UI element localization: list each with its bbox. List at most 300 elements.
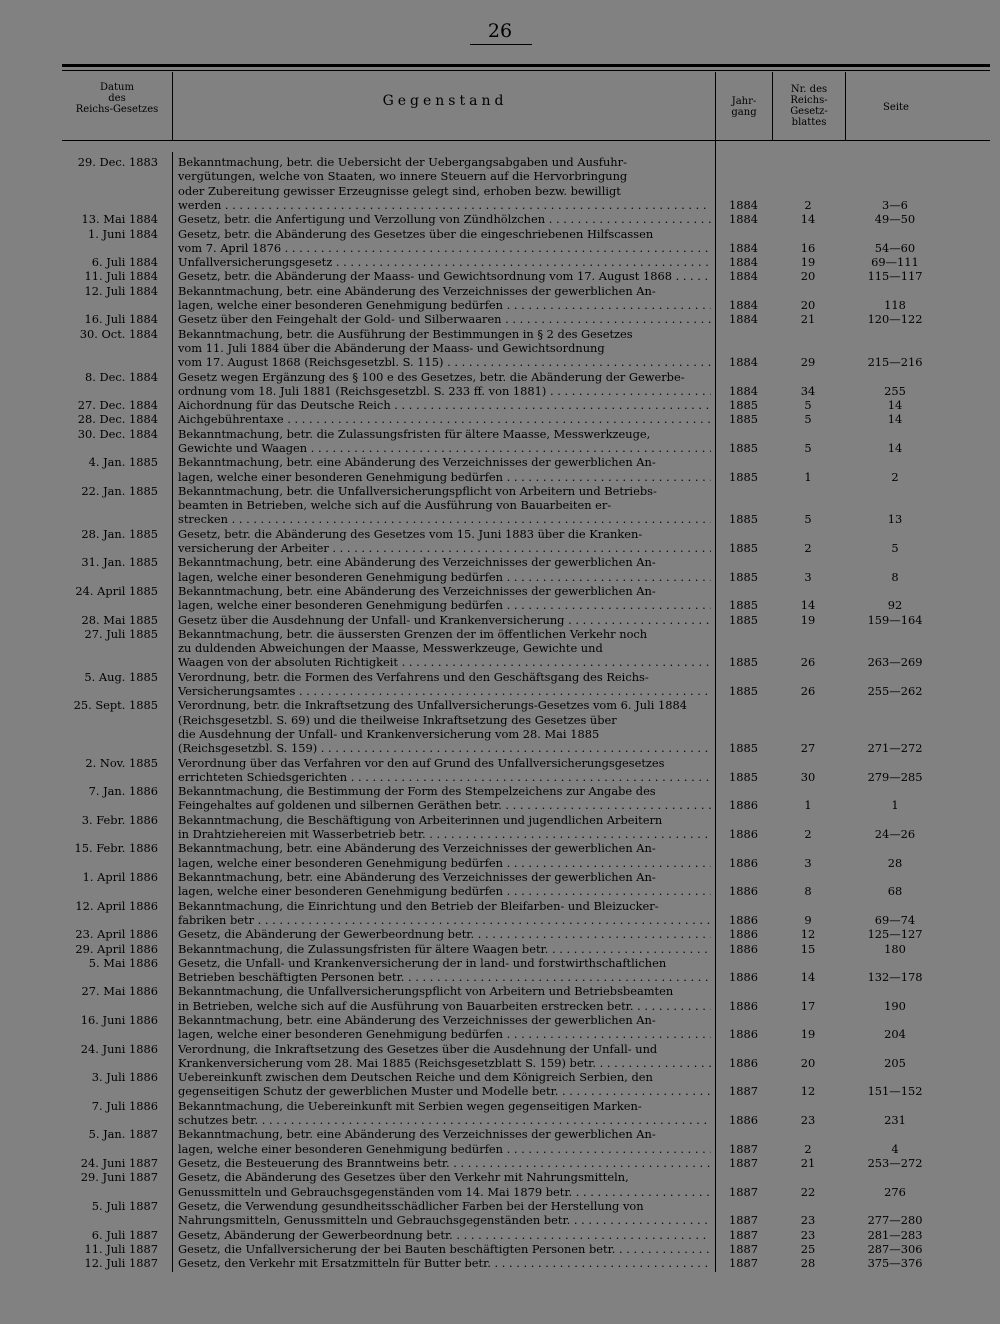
row-year: 1884 xyxy=(729,255,758,270)
row-nr: 26 xyxy=(800,684,816,699)
row-subject-line: Gesetz, betr. die Abänderung der Maass- und Gewichtsordnung vom 17. August 1868 . . . xyxy=(178,269,711,283)
row-subject-line: vergütungen, welche von Staaten, wo innere Steuern auf die Hervorbringung xyxy=(178,169,628,184)
row-nr: 5 xyxy=(804,512,812,527)
row-year: 1886 xyxy=(729,1027,758,1042)
row-nr: 23 xyxy=(800,1213,816,1228)
row-nr: 25 xyxy=(800,1241,816,1256)
row-date: 29. Juni 1887 xyxy=(80,1170,158,1185)
row-subject xyxy=(178,155,711,212)
row-subject xyxy=(178,784,711,813)
row-subject-line: lagen, welche einer besonderen Genehmigung bedürfen . . . xyxy=(178,884,711,898)
row-date: 12. April 1886 xyxy=(75,898,158,913)
row-subject xyxy=(178,255,711,269)
header-nr: Nr. des Reichs- Gesetz- blattes xyxy=(790,84,828,128)
row-page: 271—272 xyxy=(867,741,923,756)
row-nr: 29 xyxy=(800,355,816,370)
row-date: 8. Dec. 1884 xyxy=(85,369,158,384)
row-nr: 9 xyxy=(804,912,812,927)
row-year: 1886 xyxy=(729,912,758,927)
row-date: 27. Juli 1885 xyxy=(84,626,158,641)
row-date: 7. Jan. 1886 xyxy=(88,784,158,799)
row-subject-line: Gesetz, die Abänderung der Gewerbeordnung betr. . . . xyxy=(178,927,711,941)
row-subject xyxy=(178,984,711,1013)
row-subject-line: zu duldenden Abweichungen der Maasse, Messwerkzeuge, Gewichte und xyxy=(178,641,603,656)
row-subject xyxy=(178,1242,711,1256)
row-subject-line: Bekanntmachung, betr. eine Abänderung des Verzeichnisses der gewerblichen An- xyxy=(178,870,656,884)
row-date: 27. Mai 1886 xyxy=(81,984,158,999)
row-subject-line: Gesetz über die Ausdehnung der Unfall- und Krankenversicherung . . . xyxy=(178,613,711,627)
row-date: 5. Mai 1886 xyxy=(88,955,158,970)
row-date: 1. Juni 1884 xyxy=(88,226,158,241)
row-subject-line: gegenseitigen Schutz der gewerblichen Muster und Modelle betr. . . . xyxy=(178,1084,711,1098)
row-subject-line: Gesetz über den Feingehalt der Gold- und Silberwaaren . . . xyxy=(178,312,711,326)
row-subject-line: Nahrungsmitteln, Genussmitteln und Gebrauchsgegenständen betr. . . . xyxy=(178,1213,711,1227)
row-subject xyxy=(178,584,711,613)
row-subject-line: werden . . . xyxy=(178,198,711,212)
row-subject xyxy=(178,555,711,584)
row-date: 12. Juli 1884 xyxy=(84,283,158,298)
row-nr: 12 xyxy=(800,927,816,942)
row-subject-line: Bekanntmachung, betr. eine Abänderung des Verzeichnisses der gewerblichen An- xyxy=(178,555,656,570)
row-page: 2 xyxy=(891,469,899,484)
row-subject xyxy=(178,841,711,870)
row-year: 1885 xyxy=(729,569,758,584)
row-subject-line: Gesetz wegen Ergänzung des § 100 e des Gesetzes, betr. die Abänderung der Gewerbe- xyxy=(178,369,685,384)
row-page: 14 xyxy=(887,412,903,427)
row-nr: 19 xyxy=(800,255,816,270)
row-subject-line: Bekanntmachung, betr. die Ausführung der Bestimmungen in § 2 des Gesetzes xyxy=(178,326,633,341)
row-subject-line: Unfallversicherungsgesetz . . . xyxy=(178,255,711,269)
row-date: 29. April 1886 xyxy=(75,941,158,956)
row-date: 7. Juli 1886 xyxy=(91,1098,158,1113)
row-subject-line: lagen, welche einer besonderen Genehmigung bedürfen . . . xyxy=(178,470,711,484)
row-year: 1884 xyxy=(729,197,758,212)
row-subject xyxy=(178,269,711,283)
row-year: 1885 xyxy=(729,398,758,413)
row-subject-line: Gesetz, die Unfallversicherung der bei Bauten beschäftigten Personen betr. . . . xyxy=(178,1242,711,1256)
row-subject xyxy=(178,613,711,627)
row-year: 1887 xyxy=(729,1256,758,1271)
row-nr: 1 xyxy=(804,469,812,484)
row-year: 1886 xyxy=(729,1055,758,1070)
row-subject-line: Bekanntmachung, betr. eine Abänderung des Verzeichnisses der gewerblichen An- xyxy=(178,455,656,470)
row-year: 1884 xyxy=(729,355,758,370)
row-year: 1884 xyxy=(729,312,758,327)
row-subject xyxy=(178,212,711,226)
row-subject-line: Bekanntmachung, die Beschäftigung von Arbeiterinnen und jugendlichen Arbeitern xyxy=(178,812,663,827)
row-page: 276 xyxy=(884,1184,906,1199)
row-subject-line: schutzes betr. . . . xyxy=(178,1113,711,1127)
row-subject-line: beamten in Betrieben, welche sich auf die Ausführung von Bauarbeiten er- xyxy=(178,498,612,513)
row-year: 1885 xyxy=(729,612,758,627)
row-subject-line: Bekanntmachung, die Einrichtung und den Betrieb der Bleifarben- und Bleizucker- xyxy=(178,898,659,913)
row-nr: 1 xyxy=(804,798,812,813)
row-date: 28. Dec. 1884 xyxy=(77,412,158,427)
row-year: 1885 xyxy=(729,440,758,455)
row-subject-line: Gesetz, betr. die Anfertigung und Verzollung von Zündhölzchen . . . xyxy=(178,212,711,226)
table-top-rule xyxy=(62,64,990,67)
row-page: 255 xyxy=(884,383,906,398)
row-nr: 3 xyxy=(804,569,812,584)
row-subject xyxy=(178,670,711,699)
header-subject: Gegenstand xyxy=(382,93,508,109)
row-year: 1885 xyxy=(729,741,758,756)
row-subject-line: Bekanntmachung, betr. eine Abänderung des Verzeichnisses der gewerblichen An- xyxy=(178,283,656,298)
row-date: 29. Dec. 1883 xyxy=(77,155,158,169)
row-date: 12. Juli 1887 xyxy=(84,1256,158,1271)
row-page: 14 xyxy=(887,398,903,413)
row-year: 1884 xyxy=(729,297,758,312)
row-page: 190 xyxy=(884,998,906,1013)
row-page: 54—60 xyxy=(874,240,916,255)
row-subject-line: lagen, welche einer besonderen Genehmigung bedürfen . . . xyxy=(178,856,711,870)
row-subject-line: Versicherungsamtes . . . xyxy=(178,684,711,698)
row-subject xyxy=(178,942,711,956)
row-nr: 20 xyxy=(800,269,816,284)
row-year: 1885 xyxy=(729,512,758,527)
row-subject-line: lagen, welche einer besonderen Genehmigung bedürfen . . . xyxy=(178,570,711,584)
page-number-rule xyxy=(470,44,532,45)
row-year: 1884 xyxy=(729,212,758,227)
row-subject xyxy=(178,484,711,527)
row-page: 120—122 xyxy=(867,312,923,327)
row-date: 16. Juli 1884 xyxy=(84,312,158,327)
row-date: 24. April 1885 xyxy=(75,584,158,598)
row-page: 115—117 xyxy=(867,269,923,284)
row-subject xyxy=(178,1228,711,1242)
row-subject-line: Gesetz, die Abänderung des Gesetzes über den Verkehr mit Nahrungsmitteln, xyxy=(178,1170,629,1185)
row-year: 1887 xyxy=(729,1241,758,1256)
row-year: 1884 xyxy=(729,383,758,398)
row-subject-line: Waagen von der absoluten Richtigkeit . . . xyxy=(178,655,711,669)
row-subject xyxy=(178,1170,711,1199)
row-nr: 2 xyxy=(804,827,812,842)
row-year: 1885 xyxy=(729,655,758,670)
row-subject xyxy=(178,698,711,755)
row-subject xyxy=(178,312,711,326)
row-subject xyxy=(178,1156,711,1170)
row-nr: 19 xyxy=(800,612,816,627)
row-year: 1887 xyxy=(729,1184,758,1199)
row-subject-line: Bekanntmachung, die Unfallversicherungspflicht von Arbeitern und Betriebsbeamten xyxy=(178,984,674,999)
row-subject-line: die Ausdehnung der Unfall- und Krankenversicherung vom 28. Mai 1885 xyxy=(178,726,600,741)
row-nr: 14 xyxy=(800,970,816,985)
row-subject-line: Bekanntmachung, betr. die Zulassungsfristen für ältere Maasse, Messwerkzeuge, xyxy=(178,426,651,441)
row-subject-line: Aichordnung für das Deutsche Reich . . . xyxy=(178,398,711,412)
row-year: 1887 xyxy=(729,1156,758,1170)
row-nr: 14 xyxy=(800,212,816,227)
row-date: 5. Aug. 1885 xyxy=(84,669,158,684)
row-nr: 16 xyxy=(800,240,816,255)
row-date: 11. Juli 1887 xyxy=(84,1241,158,1256)
row-date: 3. Juli 1886 xyxy=(91,1070,158,1085)
row-page: 13 xyxy=(887,512,903,527)
row-subject xyxy=(178,1013,711,1042)
row-date: 5. Jan. 1887 xyxy=(88,1127,158,1142)
row-nr: 17 xyxy=(800,998,816,1013)
row-subject xyxy=(178,370,711,399)
row-page: 151—152 xyxy=(867,1084,923,1099)
row-subject-line: Bekanntmachung, betr. die äussersten Grenzen der im öffentlichen Verkehr noch xyxy=(178,626,648,641)
row-date: 6. Juli 1887 xyxy=(91,1227,158,1242)
row-subject-line: Gesetz, die Verwendung gesundheitsschädlicher Farben bei der Herstellung von xyxy=(178,1198,644,1213)
row-subject-line: lagen, welche einer besonderen Genehmigung bedürfen . . . xyxy=(178,598,711,612)
row-subject xyxy=(178,956,711,985)
row-year: 1887 xyxy=(729,1213,758,1228)
row-nr: 15 xyxy=(800,941,816,956)
row-page: 5 xyxy=(891,541,899,556)
row-nr: 21 xyxy=(800,1156,816,1170)
row-date: 16. Juni 1886 xyxy=(80,1013,158,1027)
row-year: 1884 xyxy=(729,269,758,284)
row-nr: 23 xyxy=(800,1113,816,1128)
row-date: 1. April 1886 xyxy=(82,870,158,884)
row-year: 1884 xyxy=(729,240,758,255)
row-subject-line: lagen, welche einer besonderen Genehmigung bedürfen . . . xyxy=(178,1027,711,1041)
body-divider-1 xyxy=(172,152,173,1272)
row-subject-line: ordnung vom 18. Juli 1881 (Reichsgesetzbl. S. 233 ff. von 1881) . . . xyxy=(178,384,711,398)
row-subject xyxy=(178,870,711,899)
row-page: 69—111 xyxy=(871,255,919,270)
row-subject-line: (Reichsgesetzbl. S. 69) und die theilweise Inkraftsetzung des Gesetzes über xyxy=(178,712,617,727)
row-date: 23. April 1886 xyxy=(75,927,158,942)
row-subject-line: fabriken betr . . . xyxy=(178,913,711,927)
row-subject-line: Bekanntmachung, die Uebereinkunft mit Serbien wegen gegenseitigen Marken- xyxy=(178,1098,642,1113)
row-subject-line: strecken . . . xyxy=(178,512,711,526)
row-subject xyxy=(178,227,711,256)
row-subject-line: Gesetz, betr. die Abänderung des Gesetzes über die eingeschriebenen Hilfscassen xyxy=(178,226,654,241)
row-nr: 30 xyxy=(800,769,816,784)
row-year: 1886 xyxy=(729,998,758,1013)
row-subject-line: Bekanntmachung, betr. die Unfallversicherungspflicht von Arbeitern und Betriebs- xyxy=(178,483,657,498)
row-date: 22. Jan. 1885 xyxy=(81,483,158,498)
row-date: 27. Dec. 1884 xyxy=(77,398,158,413)
row-subject xyxy=(178,527,711,556)
row-subject-line: Bekanntmachung, betr. eine Abänderung des Verzeichnisses der gewerblichen An- xyxy=(178,1013,656,1027)
row-subject-line: vom 7. April 1876 . . . xyxy=(178,241,711,255)
row-subject-line: Gesetz, die Unfall- und Krankenversicherung der in land- und forstwirthschaftlichen xyxy=(178,955,667,970)
row-subject-line: Bekanntmachung, betr. eine Abänderung des Verzeichnisses der gewerblichen An- xyxy=(178,1127,656,1142)
row-subject-line: Gesetz, den Verkehr mit Ersatzmitteln für Butter betr. . . . xyxy=(178,1256,711,1270)
row-subject xyxy=(178,327,711,370)
row-nr: 2 xyxy=(804,541,812,556)
row-subject-line: vom 17. August 1868 (Reichsgesetzbl. S. 115) . . . xyxy=(178,355,711,369)
row-page: 49—50 xyxy=(874,212,916,227)
row-subject-line: (Reichsgesetzbl. S. 159) . . . xyxy=(178,741,711,755)
row-subject-line: Bekanntmachung, betr. die Uebersicht der Uebergangsabgaben und Ausfuhr- xyxy=(178,155,627,169)
page-number: 26 xyxy=(487,20,513,42)
header-page: Seite xyxy=(883,102,909,113)
row-subject xyxy=(178,427,711,456)
row-subject-line: Verordnung über das Verfahren vor den auf Grund des Unfallversicherungsgesetzes xyxy=(178,755,665,770)
row-subject xyxy=(178,899,711,928)
row-subject xyxy=(178,412,711,426)
row-year: 1885 xyxy=(729,684,758,699)
row-date: 31. Jan. 1885 xyxy=(81,555,158,570)
row-date: 24. Juni 1887 xyxy=(80,1156,158,1170)
row-subject xyxy=(178,927,711,941)
row-subject-line: Verordnung, die Inkraftsetzung des Gesetzes über die Ausdehnung der Unfall- und xyxy=(178,1041,658,1056)
row-subject-line: Genussmitteln und Gebrauchsgegenständen vom 14. Mai 1879 betr. . . . xyxy=(178,1185,711,1199)
row-subject xyxy=(178,813,711,842)
row-year: 1886 xyxy=(729,798,758,813)
row-nr: 8 xyxy=(804,884,812,899)
row-nr: 20 xyxy=(800,1055,816,1070)
row-page: 132—178 xyxy=(867,970,923,985)
table-top-rule-thin xyxy=(62,70,990,71)
row-date: 6. Juli 1884 xyxy=(91,255,158,270)
row-subject-line: Krankenversicherung vom 28. Mai 1885 (Reichsgesetzblatt S. 159) betr. . . . xyxy=(178,1056,711,1070)
row-page: 279—285 xyxy=(867,769,923,784)
row-page: 204 xyxy=(884,1027,906,1042)
header-bottom-rule xyxy=(62,140,990,141)
row-subject-line: Gesetz, Abänderung der Gewerbeordnung betr. . . . xyxy=(178,1228,711,1242)
row-subject xyxy=(178,398,711,412)
row-date: 30. Oct. 1884 xyxy=(79,326,158,341)
row-nr: 5 xyxy=(804,440,812,455)
row-subject xyxy=(178,1042,711,1071)
row-subject-line: Uebereinkunft zwischen dem Deutschen Reiche und dem Königreich Serbien, den xyxy=(178,1070,653,1085)
row-subject-line: in Betrieben, welche sich auf die Ausführung von Bauarbeiten erstrecken betr. . . . xyxy=(178,999,711,1013)
row-subject xyxy=(178,1256,711,1270)
row-page: 3—6 xyxy=(882,197,908,212)
header-year: Jahr- gang xyxy=(731,96,757,118)
row-page: 92 xyxy=(887,598,903,613)
row-year: 1885 xyxy=(729,541,758,556)
row-date: 28. Mai 1885 xyxy=(81,612,158,627)
row-page: 255—262 xyxy=(867,684,923,699)
header-divider-1 xyxy=(172,72,173,140)
row-nr: 2 xyxy=(804,197,812,212)
row-year: 1886 xyxy=(729,1113,758,1128)
row-year: 1886 xyxy=(729,941,758,956)
row-date: 25. Sept. 1885 xyxy=(73,698,158,713)
row-page: 375—376 xyxy=(867,1256,923,1271)
row-page: 28 xyxy=(887,855,903,870)
row-subject-line: lagen, welche einer besonderen Genehmigung bedürfen . . . xyxy=(178,298,711,312)
row-page: 281—283 xyxy=(867,1227,923,1242)
row-page: 68 xyxy=(887,884,903,899)
row-subject xyxy=(178,627,711,670)
row-page: 215—216 xyxy=(867,355,923,370)
row-subject-line: lagen, welche einer besonderen Genehmigung bedürfen . . . xyxy=(178,1142,711,1156)
row-subject-line: oder Zubereitung gewisser Erzeugnisse gelegt sind, erhoben bezw. bewilligt xyxy=(178,183,621,198)
row-subject xyxy=(178,284,711,313)
row-subject-line: Verordnung, betr. die Formen des Verfahrens und den Geschäftsgang des Reichs- xyxy=(178,669,649,684)
row-date: 30. Dec. 1884 xyxy=(77,426,158,441)
row-subject-line: Gewichte und Waagen . . . xyxy=(178,441,711,455)
row-year: 1885 xyxy=(729,769,758,784)
row-subject xyxy=(178,756,711,785)
row-subject-line: Verordnung, betr. die Inkraftsetzung des Unfallversicherungs-Gesetzes vom 6. Juli 1884 xyxy=(178,698,687,713)
row-page: 118 xyxy=(884,297,906,312)
row-date: 24. Juni 1886 xyxy=(80,1041,158,1056)
row-subject xyxy=(178,455,711,484)
row-nr: 5 xyxy=(804,412,812,427)
row-year: 1886 xyxy=(729,855,758,870)
row-subject-line: Gesetz, die Besteuerung des Branntweins betr. . . . xyxy=(178,1156,711,1170)
row-date: 15. Febr. 1886 xyxy=(74,841,158,856)
row-page: 159—164 xyxy=(867,612,923,627)
row-page: 69—74 xyxy=(874,912,916,927)
row-subject-line: in Drahtziehereien mit Wasserbetrieb betr. . . . xyxy=(178,827,711,841)
row-year: 1885 xyxy=(729,598,758,613)
row-year: 1887 xyxy=(729,1227,758,1242)
row-page: 14 xyxy=(887,440,903,455)
row-page: 231 xyxy=(884,1113,906,1128)
row-subject-line: errichteten Schiedsgerichten . . . xyxy=(178,770,711,784)
row-page: 24—26 xyxy=(874,827,916,842)
row-subject-line: Gesetz, betr. die Abänderung des Gesetzes vom 15. Juni 1883 über die Kranken- xyxy=(178,526,643,541)
row-date: 11. Juli 1884 xyxy=(84,269,158,284)
row-page: 180 xyxy=(884,941,906,956)
row-date: 5. Juli 1887 xyxy=(91,1198,158,1213)
row-date: 13. Mai 1884 xyxy=(81,212,158,227)
row-subject-line: vom 11. Juli 1884 über die Abänderung der Maass- und Gewichtsordnung xyxy=(178,340,605,355)
row-date: 3. Febr. 1886 xyxy=(81,812,158,827)
row-page: 4 xyxy=(891,1141,899,1156)
row-date: 4. Jan. 1885 xyxy=(88,455,158,470)
row-page: 125—127 xyxy=(867,927,923,942)
row-page: 263—269 xyxy=(867,655,923,670)
row-year: 1886 xyxy=(729,884,758,899)
row-subject xyxy=(178,1199,711,1228)
row-subject-line: Bekanntmachung, betr. eine Abänderung des Verzeichnisses der gewerblichen An- xyxy=(178,584,656,598)
row-year: 1886 xyxy=(729,970,758,985)
row-subject-line: Betrieben beschäftigten Personen betr. . . . xyxy=(178,970,711,984)
row-page: 1 xyxy=(891,798,899,813)
row-subject xyxy=(178,1127,711,1156)
row-page: 253—272 xyxy=(867,1156,923,1170)
row-nr: 3 xyxy=(804,855,812,870)
row-nr: 34 xyxy=(800,383,816,398)
row-subject-line: Aichgebührentaxe . . . xyxy=(178,412,711,426)
row-page: 205 xyxy=(884,1055,906,1070)
row-date: 28. Jan. 1885 xyxy=(81,526,158,541)
row-nr: 27 xyxy=(800,741,816,756)
row-nr: 19 xyxy=(800,1027,816,1042)
row-nr: 20 xyxy=(800,297,816,312)
row-year: 1885 xyxy=(729,412,758,427)
row-year: 1886 xyxy=(729,927,758,942)
row-year: 1887 xyxy=(729,1084,758,1099)
row-nr: 2 xyxy=(804,1141,812,1156)
header-date: Datum des Reichs-Gesetzes xyxy=(75,82,159,115)
row-nr: 26 xyxy=(800,655,816,670)
row-nr: 28 xyxy=(800,1256,816,1271)
row-date: 2. Nov. 1885 xyxy=(85,755,158,770)
row-subject-line: Bekanntmachung, die Zulassungsfristen für ältere Waagen betr. . . . xyxy=(178,942,711,956)
row-page: 277—280 xyxy=(867,1213,923,1228)
row-year: 1887 xyxy=(729,1141,758,1156)
row-subject-line: Bekanntmachung, die Bestimmung der Form des Stempelzeichens zur Angabe des xyxy=(178,784,656,799)
row-year: 1886 xyxy=(729,827,758,842)
row-subject-line: versicherung der Arbeiter . . . xyxy=(178,541,711,555)
row-nr: 14 xyxy=(800,598,816,613)
row-page: 8 xyxy=(891,569,899,584)
row-nr: 21 xyxy=(800,312,816,327)
row-nr: 12 xyxy=(800,1084,816,1099)
row-nr: 5 xyxy=(804,398,812,413)
row-page: 287—306 xyxy=(867,1241,923,1256)
row-subject xyxy=(178,1099,711,1128)
row-nr: 23 xyxy=(800,1227,816,1242)
row-subject-line: Bekanntmachung, betr. eine Abänderung des Verzeichnisses der gewerblichen An- xyxy=(178,841,656,856)
row-subject xyxy=(178,1070,711,1099)
row-nr: 22 xyxy=(800,1184,816,1199)
row-subject-line: Feingehaltes auf goldenen und silbernen Geräthen betr. . . . xyxy=(178,798,711,812)
row-year: 1885 xyxy=(729,469,758,484)
